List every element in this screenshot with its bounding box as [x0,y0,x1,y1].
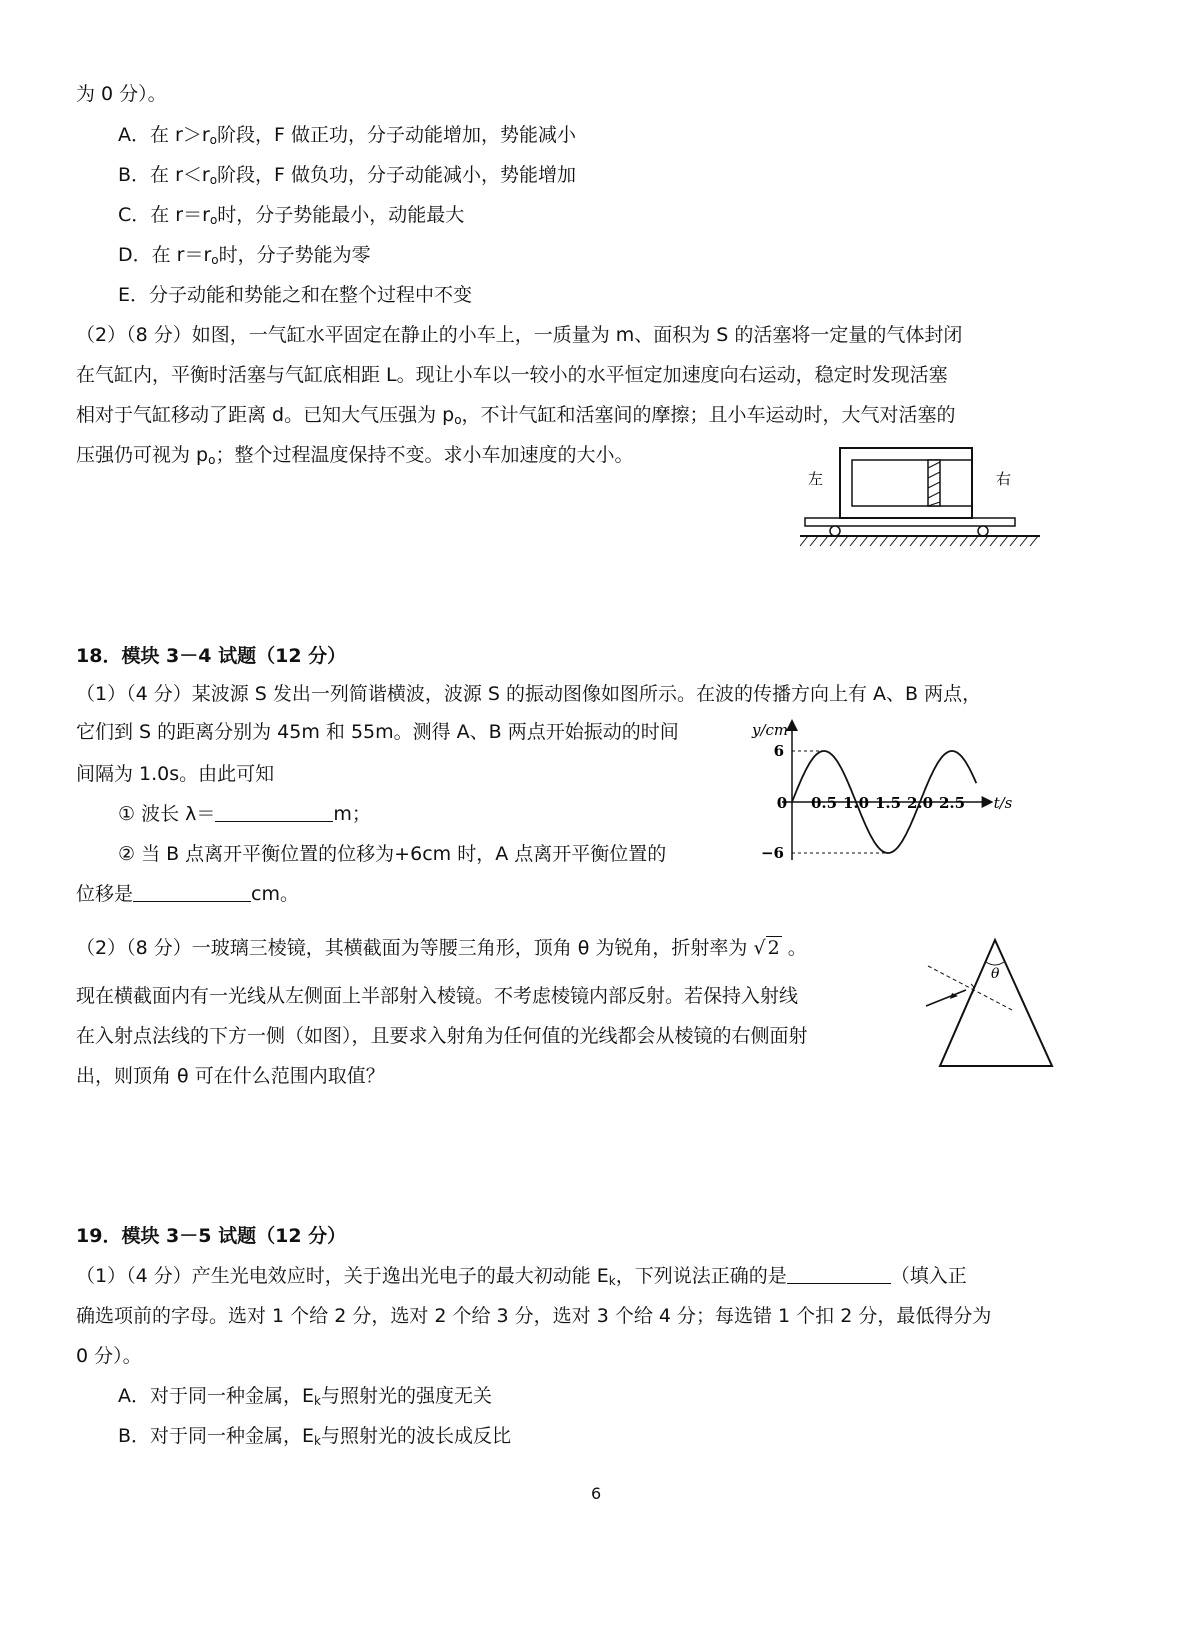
text-line: 它们到 S 的距离分别为 45m 和 55m。测得 A、B 两点开始振动的时间 [76,721,679,743]
option-d: D．在 $r=r_o$时，分子势能为零 [118,244,371,267]
x-tick-label: 0 [776,794,788,812]
cylinder-cart-figure [800,440,1060,555]
blank-item-2: ② 当 B 点离开平衡位置的位移为+6cm 时，A 点离开平衡位置的 [118,843,667,865]
x-tick-label: 2.0 [906,794,934,812]
text-line: 相对于气缸移动了距离 d。已知大气压强为 $p_o$，不计气缸和活塞间的摩擦；且小车运动时，大气对活塞的 [76,404,956,427]
x-tick-label: 2.5 [938,794,966,812]
y-axis-label: y/cm [752,721,789,739]
wheel [978,526,988,536]
text-line: 压强仍可视为 $p_o$；整个过程温度保持不变。求小车加速度的大小。 [76,444,634,467]
sqrt-expression: √ 2 [753,937,780,959]
text-line: （1）（4 分）产生光电效应时，关于逸出光电子的最大初动能 $E_k$，下列说法正确的是 （填入正 [76,1265,967,1288]
vibration-chart [740,700,1060,860]
apex-angle-label: θ [991,966,1000,982]
text-line: 确选项前的字母。选对 1 个给 2 分，选对 2 个给 3 分，选对 3 个给 4 分；每选错 1 个扣 2 分，最低得分为 [76,1305,992,1327]
option-a: A．在 $r>r_o$阶段，F 做正功，分子动能增加，势能减小 [118,124,576,147]
option-b: B．在 $r<r_o$阶段，F 做负功，分子动能减小，势能增加 [118,164,577,187]
option-b: B．对于同一种金属，$E_k$与照射光的波长成反比 [118,1425,512,1448]
text-line: 现在横截面内有一光线从左侧面上半部射入棱镜。不考虑棱镜内部反射。若保持入射线 [76,985,799,1007]
text-line: （2）（8 分）如图，一气缸水平固定在静止的小车上，一质量为 m、面积为 S 的活塞将一定量的气体封闭 [76,324,963,346]
label-right: 右 [996,470,1012,488]
cart-deck [805,518,1015,526]
x-tick-label: 1.5 [874,794,902,812]
y-tick-label: −6 [760,844,784,860]
question-title: 19．模块 3－5 试题（12 分） [76,1225,347,1247]
text-line: 在气缸内，平衡时活塞与气缸底相距 L。现让小车以一较小的水平恒定加速度向右运动，稳定时发现活塞 [76,364,948,386]
x-tick-label: 1.0 [842,794,870,812]
blank-item-1: ① 波长 λ＝ m； [118,803,371,825]
prism-triangle [940,940,1052,1066]
text-line: 位移是 cm。 [76,883,299,905]
page-number: 6 [591,1484,602,1503]
prism-figure [920,930,1070,1070]
x-axis-label: t/s [993,794,1013,812]
answer-blank[interactable] [215,801,333,822]
text-line: 在入射点法线的下方一侧（如图），且要求入射角为任何值的光线都会从棱镜的右侧面射 [76,1025,808,1047]
answer-blank[interactable] [787,1263,891,1284]
text-line: （2）（8 分）一玻璃三棱镜，其横截面为等腰三角形，顶角 θ 为锐角，折射率为 √ 2 。 [76,937,807,959]
option-c: C．在 $r=r_o$时，分子势能最小，动能最大 [118,204,465,227]
text-line: 出，则顶角 θ 可在什么范围内取值？ [76,1065,385,1087]
wheel [830,526,840,536]
option-a: A．对于同一种金属，$E_k$与照射光的强度无关 [118,1385,492,1408]
question-title: 18．模块 3－4 试题（12 分） [76,645,347,667]
y-tick-label: 6 [773,742,784,760]
x-tick-label: 0.5 [810,794,838,812]
label-left: 左 [808,470,824,488]
incident-ray [926,990,966,1006]
text-line: 间隔为 1.0s。由此可知 [76,763,275,785]
option-e: E．分子动能和势能之和在整个过程中不变 [118,284,473,306]
text-line: 0 分）。 [76,1345,142,1367]
text-line: 为 0 分）。 [76,83,167,105]
answer-blank[interactable] [133,881,251,902]
text-line: （1）（4 分）某波源 S 发出一列简谐横波，波源 S 的振动图像如图所示。在波的传播方向上有 A、B 两点， [76,683,982,705]
